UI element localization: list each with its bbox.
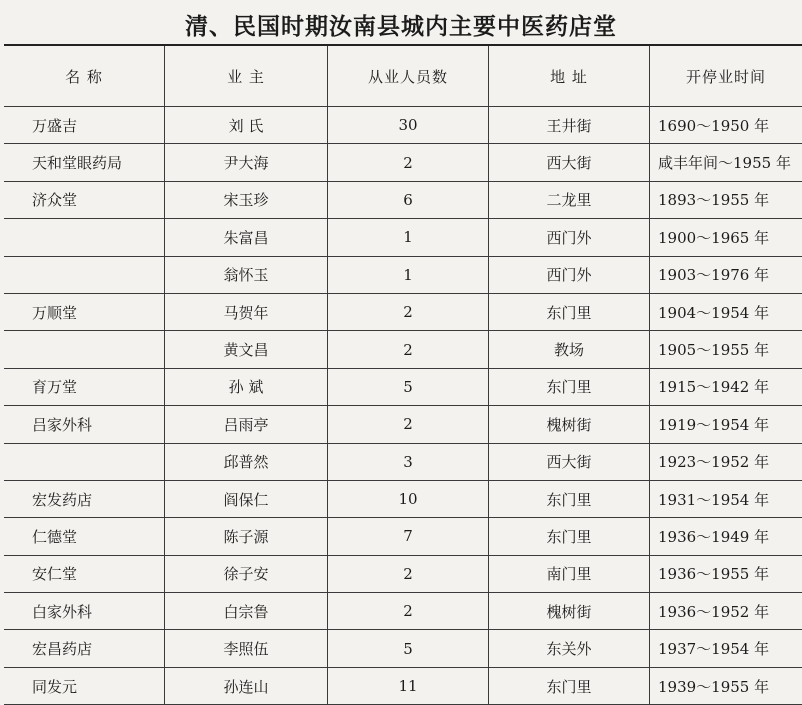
cell-staff: 10 bbox=[328, 480, 489, 517]
cell-owner: 徐子安 bbox=[165, 555, 328, 592]
cell-owner: 朱富昌 bbox=[165, 219, 328, 256]
table-row bbox=[4, 555, 802, 592]
table-row bbox=[4, 480, 802, 517]
cell-period: 1905～1955 年 bbox=[650, 331, 802, 368]
table-row bbox=[4, 667, 802, 704]
cell-period: 1690～1950 年 bbox=[650, 107, 802, 144]
cell-staff: 1 bbox=[328, 256, 489, 293]
cell-address: 西大街 bbox=[489, 144, 650, 181]
table-row bbox=[4, 443, 802, 480]
cell-period: 1919～1954 年 bbox=[650, 406, 802, 443]
table-row bbox=[4, 219, 802, 256]
table-row bbox=[4, 593, 802, 630]
cell-owner: 孙 斌 bbox=[165, 368, 328, 405]
cell-staff: 2 bbox=[328, 144, 489, 181]
table-row bbox=[4, 293, 802, 330]
cell-name: 白家外科 bbox=[4, 593, 165, 630]
header-period: 开停业时间 bbox=[650, 45, 802, 107]
cell-period: 1923～1952 年 bbox=[650, 443, 802, 480]
cell-address: 东门里 bbox=[489, 293, 650, 330]
cell-staff: 7 bbox=[328, 518, 489, 555]
cell-owner: 宋玉珍 bbox=[165, 181, 328, 218]
cell-period: 1893～1955 年 bbox=[650, 181, 802, 218]
cell-name: 吕家外科 bbox=[4, 406, 165, 443]
table-row bbox=[4, 107, 802, 144]
cell-name: 万顺堂 bbox=[4, 293, 165, 330]
table-row bbox=[4, 256, 802, 293]
cell-period: 1900～1965 年 bbox=[650, 219, 802, 256]
cell-staff: 5 bbox=[328, 368, 489, 405]
cell-address: 西门外 bbox=[489, 219, 650, 256]
cell-staff: 30 bbox=[328, 107, 489, 144]
table-row bbox=[4, 181, 802, 218]
table-row bbox=[4, 518, 802, 555]
table-row bbox=[4, 368, 802, 405]
cell-staff: 2 bbox=[328, 593, 489, 630]
table-row bbox=[4, 331, 802, 368]
cell-name bbox=[4, 331, 165, 368]
cell-owner: 尹大海 bbox=[165, 144, 328, 181]
cell-address: 王井街 bbox=[489, 107, 650, 144]
cell-name: 天和堂眼药局 bbox=[4, 144, 165, 181]
cell-address: 槐树街 bbox=[489, 406, 650, 443]
cell-staff: 3 bbox=[328, 443, 489, 480]
cell-owner: 马贺年 bbox=[165, 293, 328, 330]
cell-name: 万盛吉 bbox=[4, 107, 165, 144]
cell-period: 1931～1954 年 bbox=[650, 480, 802, 517]
pharmacy-table bbox=[4, 44, 802, 705]
cell-owner: 邱普然 bbox=[165, 443, 328, 480]
cell-name bbox=[4, 443, 165, 480]
cell-address: 槐树街 bbox=[489, 593, 650, 630]
cell-address: 东门里 bbox=[489, 667, 650, 704]
cell-staff: 2 bbox=[328, 555, 489, 592]
cell-owner: 李照伍 bbox=[165, 630, 328, 667]
cell-staff: 2 bbox=[328, 406, 489, 443]
cell-address: 教场 bbox=[489, 331, 650, 368]
cell-staff: 11 bbox=[328, 667, 489, 704]
cell-staff: 2 bbox=[328, 331, 489, 368]
header-staff: 从业人员数 bbox=[328, 45, 489, 107]
cell-staff: 1 bbox=[328, 219, 489, 256]
cell-owner: 翁怀玉 bbox=[165, 256, 328, 293]
cell-period: 1904～1954 年 bbox=[650, 293, 802, 330]
cell-address: 东门里 bbox=[489, 518, 650, 555]
cell-address: 东关外 bbox=[489, 630, 650, 667]
cell-name: 宏发药店 bbox=[4, 480, 165, 517]
cell-period: 咸丰年间～1955 年 bbox=[650, 144, 802, 181]
cell-name: 育万堂 bbox=[4, 368, 165, 405]
cell-address: 东门里 bbox=[489, 480, 650, 517]
cell-name: 仁德堂 bbox=[4, 518, 165, 555]
cell-owner: 孙连山 bbox=[165, 667, 328, 704]
table-row bbox=[4, 144, 802, 181]
cell-period: 1937～1954 年 bbox=[650, 630, 802, 667]
cell-owner: 吕雨亭 bbox=[165, 406, 328, 443]
header-owner: 业 主 bbox=[165, 45, 328, 107]
cell-name bbox=[4, 219, 165, 256]
cell-name: 宏昌药店 bbox=[4, 630, 165, 667]
cell-address: 西门外 bbox=[489, 256, 650, 293]
header-address: 地 址 bbox=[489, 45, 650, 107]
header-name: 名 称 bbox=[4, 45, 165, 107]
cell-period: 1939～1955 年 bbox=[650, 667, 802, 704]
table-row bbox=[4, 630, 802, 667]
cell-address: 东门里 bbox=[489, 368, 650, 405]
cell-address: 二龙里 bbox=[489, 181, 650, 218]
cell-period: 1936～1949 年 bbox=[650, 518, 802, 555]
cell-period: 1936～1952 年 bbox=[650, 593, 802, 630]
cell-period: 1903～1976 年 bbox=[650, 256, 802, 293]
cell-address: 南门里 bbox=[489, 555, 650, 592]
cell-staff: 2 bbox=[328, 293, 489, 330]
cell-name: 同发元 bbox=[4, 667, 165, 704]
cell-address: 西大街 bbox=[489, 443, 650, 480]
cell-staff: 5 bbox=[328, 630, 489, 667]
page-title: 清、民国时期汝南县城内主要中医药店堂 bbox=[0, 8, 802, 41]
cell-staff: 6 bbox=[328, 181, 489, 218]
cell-owner: 黄文昌 bbox=[165, 331, 328, 368]
table-row bbox=[4, 406, 802, 443]
cell-owner: 阎保仁 bbox=[165, 480, 328, 517]
cell-owner: 白宗鲁 bbox=[165, 593, 328, 630]
cell-period: 1936～1955 年 bbox=[650, 555, 802, 592]
cell-owner: 陈子源 bbox=[165, 518, 328, 555]
cell-owner: 刘 氏 bbox=[165, 107, 328, 144]
cell-name: 济众堂 bbox=[4, 181, 165, 218]
cell-name: 安仁堂 bbox=[4, 555, 165, 592]
table-header-row bbox=[4, 45, 802, 107]
cell-period: 1915～1942 年 bbox=[650, 368, 802, 405]
table-body bbox=[4, 107, 802, 705]
cell-name bbox=[4, 256, 165, 293]
